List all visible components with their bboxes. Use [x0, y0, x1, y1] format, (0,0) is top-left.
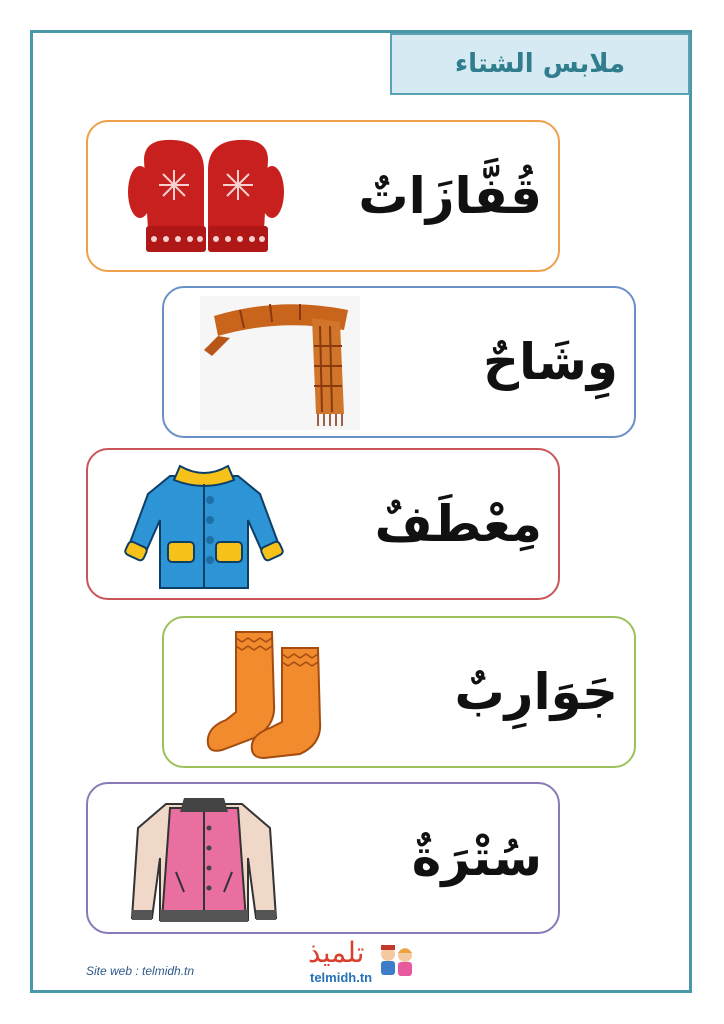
scarf-icon: [200, 296, 360, 430]
vocab-word-socks: جَوَارِبٌ: [454, 663, 618, 721]
vocab-card-jacket: [86, 782, 560, 934]
mittens-icon: [124, 130, 284, 264]
vocab-word-jacket: سُتْرَةٌ: [411, 829, 542, 887]
title-box: [390, 33, 690, 95]
vocab-card-socks: [162, 616, 636, 768]
socks-icon: [200, 626, 360, 760]
logo-arabic-text: تلميذ: [308, 936, 365, 969]
page-title: ملابس الشتاء: [454, 49, 626, 79]
vocab-card-scarf: [162, 286, 636, 438]
telmidh-logo: [300, 936, 420, 986]
vocab-word-coat: مِعْطَفٌ: [374, 495, 542, 553]
vocab-card-mittens: [86, 120, 560, 272]
vocab-word-mittens: قُفَّازَاتٌ: [358, 167, 542, 225]
vocab-card-coat: [86, 448, 560, 600]
site-url: Site web : telmidh.tn: [86, 964, 195, 978]
jacket-icon: [124, 792, 284, 926]
logo-english-text: telmidh.tn: [310, 970, 373, 985]
vocab-word-scarf: وِشَاحٌ: [482, 333, 618, 391]
kids-icon: [376, 944, 416, 980]
coat-icon: [124, 458, 284, 592]
